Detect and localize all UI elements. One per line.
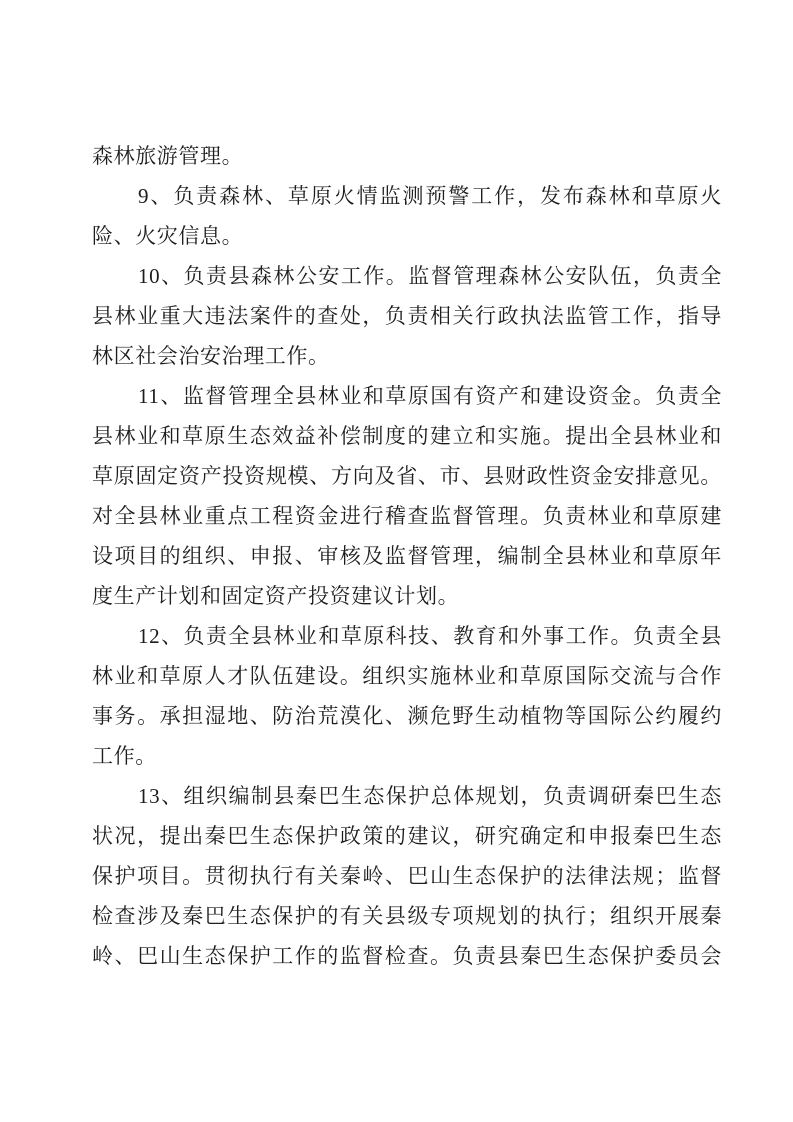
text-line: 县林业和草原生态效益补偿制度的建立和实施。提出全县林业和 xyxy=(92,424,722,448)
text-line: 10、负责县森林公安工作。监督管理森林公安队伍，负责全 xyxy=(138,264,722,288)
text-line: 险、火灾信息。 xyxy=(92,224,244,248)
text-line: 设项目的组织、申报、审核及监督管理，编制全县林业和草原年 xyxy=(92,544,722,568)
paragraph-item-11 xyxy=(92,376,722,616)
text-line: 保护项目。贯彻执行有关秦岭、巴山生态保护的法律法规；监督 xyxy=(92,864,722,888)
text-line: 岭、巴山生态保护工作的监督检查。负责县秦巴生态保护委员会 xyxy=(92,944,722,968)
text-line: 县林业重大违法案件的查处，负责相关行政执法监管工作，指导 xyxy=(92,304,722,328)
text-line: 草原固定资产投资规模、方向及省、市、县财政性资金安排意见。 xyxy=(92,464,722,488)
text-line: 工作。 xyxy=(92,744,157,768)
text-line: 检查涉及秦巴生态保护的有关县级专项规划的执行；组织开展秦 xyxy=(92,904,722,928)
paragraph-item-9 xyxy=(92,176,722,256)
paragraph-item-12 xyxy=(92,616,722,776)
text-line: 对全县林业重点工程资金进行稽查监督管理。负责林业和草原建 xyxy=(92,504,722,528)
text-line: 13、组织编制县秦巴生态保护总体规划，负责调研秦巴生态 xyxy=(138,784,722,808)
text-line: 度生产计划和固定资产投资建议计划。 xyxy=(92,584,460,608)
paragraph-continuation xyxy=(92,136,722,176)
text-line: 林业和草原人才队伍建设。组织实施林业和草原国际交流与合作 xyxy=(92,664,722,688)
text-line: 状况，提出秦巴生态保护政策的建议，研究确定和申报秦巴生态 xyxy=(92,824,722,848)
text-line: 事务。承担湿地、防治荒漠化、濒危野生动植物等国际公约履约 xyxy=(92,704,722,728)
text-line: 林区社会治安治理工作。 xyxy=(92,344,330,368)
text-line: 森林旅游管理。 xyxy=(92,144,244,168)
paragraph-item-10 xyxy=(92,256,722,376)
text-line: 9、负责森林、草原火情监测预警工作，发布森林和草原火 xyxy=(138,184,722,208)
text-line: 12、负责全县林业和草原科技、教育和外事工作。负责全县 xyxy=(138,624,722,648)
body-text-block xyxy=(92,136,722,976)
paragraph-item-13 xyxy=(92,776,722,976)
text-line: 11、监督管理全县林业和草原国有资产和建设资金。负责全 xyxy=(138,384,722,408)
